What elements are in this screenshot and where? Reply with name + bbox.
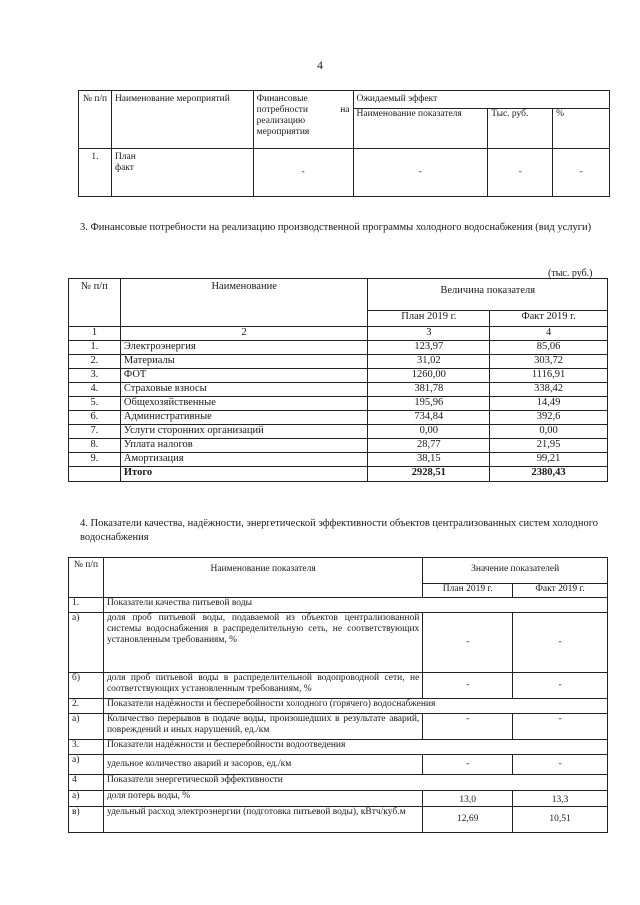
t4-fact: 10,51 (513, 807, 608, 833)
t3-plan: 734,84 (368, 411, 490, 425)
t3-name: Услуги сторонних организаций (120, 425, 368, 439)
t4-num: 1. (69, 598, 104, 613)
t3-plan: 381,78 (368, 383, 490, 397)
t3-num: 8. (69, 439, 121, 453)
table-expected-effect (78, 90, 610, 197)
t3-num: 9. (69, 453, 121, 467)
header-name: Наименование мероприятий (111, 91, 253, 149)
t3-name: Материалы (120, 355, 368, 369)
t4-header-value: Значение показателей (423, 558, 608, 584)
t3-total-plan: 2928,51 (368, 467, 490, 482)
t3-header-num: № п/п (69, 279, 121, 327)
row-finance: - (253, 149, 353, 197)
t3-header-plan: План 2019 г. (368, 311, 490, 327)
header-percent: % (553, 109, 610, 149)
t3-plan: 28,77 (368, 439, 490, 453)
t4-plan: - (423, 613, 513, 673)
t4-plan: 13,0 (423, 791, 513, 807)
page-number: 4 (317, 58, 323, 72)
t3-plan: 1260,00 (368, 369, 490, 383)
t3-fact: 392,6 (490, 411, 608, 425)
t4-plan: - (423, 755, 513, 775)
t4-num: б) (69, 673, 104, 699)
t3-name: Общехозяйственные (120, 397, 368, 411)
t4-num: а) (69, 714, 104, 740)
t3-fact: 14,49 (490, 397, 608, 411)
t4-name: Показатели качества питьевой воды (103, 598, 607, 613)
t3-header-name: Наименование (120, 279, 368, 327)
t3-name: Страховые взносы (120, 383, 368, 397)
row-name (111, 149, 253, 197)
t4-fact: - (513, 714, 608, 740)
row-num: 1. (79, 149, 112, 197)
t3-fact: 303,72 (490, 355, 608, 369)
t3-plan: 195,96 (368, 397, 490, 411)
section3-unit: (тыс. руб.) (548, 268, 593, 279)
table-quality-indicators (68, 557, 608, 833)
t4-name: Показатели энергетической эффективности (103, 775, 607, 791)
t3-fact: 99,21 (490, 453, 608, 467)
t3-fact: 85,06 (490, 341, 608, 355)
table-financial-needs (68, 278, 608, 482)
header-indicator: Наименование показателя (353, 109, 488, 149)
t4-name: Количество перерывов в подаче воды, произошедших в результате аварий, повреждений и иных нарушений, ед./км (103, 714, 422, 740)
t3-name: Административные (120, 411, 368, 425)
t4-num: в) (69, 807, 104, 833)
t4-header-fact: Факт 2019 г. (513, 584, 608, 598)
t4-num: 3. (69, 740, 104, 755)
t4-name: Показатели надёжности и бесперебойности водоотведения (103, 740, 607, 755)
t4-header-plan: План 2019 г. (423, 584, 513, 598)
t3-plan: 38,15 (368, 453, 490, 467)
t4-num: а) (69, 791, 104, 807)
t3-num: 6. (69, 411, 121, 425)
t4-header-name: Наименование показателя (103, 558, 422, 598)
t4-plan: - (423, 714, 513, 740)
t3-name: ФОТ (120, 369, 368, 383)
section4-title: 4. Показатели качества, надёжности, энергетической эффективности объектов централизованных систем холодного водоснабжения (80, 518, 598, 543)
t3-fact: 338,42 (490, 383, 608, 397)
t3-name: Уплата налогов (120, 439, 368, 453)
t4-fact: - (513, 755, 608, 775)
t3-colnum-2: 2 (120, 327, 368, 341)
t3-num: 4. (69, 383, 121, 397)
row-name-plan: План (114, 152, 136, 162)
t3-total-fact: 2380,43 (490, 467, 608, 482)
row-thousand-rub: - (488, 149, 553, 197)
t3-colnum-4: 4 (490, 327, 608, 341)
t4-name: доля проб питьевой воды в распределительной водопроводной сети, не соответствующих установленным требованиям, % (103, 673, 422, 699)
header-thousand-rub: Тыс. руб. (488, 109, 553, 149)
t4-num: 4 (69, 775, 104, 791)
t4-plan: - (423, 673, 513, 699)
t4-fact: - (513, 613, 608, 673)
t4-plan: 12,69 (423, 807, 513, 833)
t4-header-num: № п/п (69, 558, 104, 598)
t4-fact: - (513, 673, 608, 699)
t3-num: 7. (69, 425, 121, 439)
row-percent: - (553, 149, 610, 197)
t3-name: Электроэнергия (120, 341, 368, 355)
row-name-fact: факт (114, 163, 134, 173)
t3-total-name: Итого (120, 467, 368, 482)
t3-fact: 0,00 (490, 425, 608, 439)
t3-num: 1. (69, 341, 121, 355)
t4-name: удельный расход электроэнергии (подготовка питьевой воды), кВтч/куб.м (103, 807, 422, 833)
header-num: № п/п (79, 91, 112, 149)
t4-name: удельное количество аварий и засоров, ед./км (103, 755, 422, 775)
t4-num: а) (69, 613, 104, 673)
t3-fact: 21,95 (490, 439, 608, 453)
t3-header-fact: Факт 2019 г. (490, 311, 608, 327)
t3-num: 2. (69, 355, 121, 369)
t4-num: а) (69, 755, 104, 775)
t3-total-num (69, 467, 121, 482)
t3-plan: 0,00 (368, 425, 490, 439)
t3-num: 3. (69, 369, 121, 383)
section3-title: 3. Финансовые потребности на реализацию производственной программы холодного водоснабжения (вид услуги) (80, 222, 592, 233)
t3-plan: 31,02 (368, 355, 490, 369)
t3-name: Амортизация (120, 453, 368, 467)
t3-fact: 1116,91 (490, 369, 608, 383)
t3-colnum-1: 1 (69, 327, 121, 341)
t3-num: 5. (69, 397, 121, 411)
header-finance: Финансовые потребности на реализацию мероприятия (253, 91, 353, 149)
t4-name: Показатели надёжности и бесперебойности холодного (горячего) водоснабжения (103, 699, 607, 714)
header-effect: Ожидаемый эффект (353, 91, 610, 109)
t4-num: 2. (69, 699, 104, 714)
t4-fact: 13,3 (513, 791, 608, 807)
t4-name: доля проб питьевой воды, подаваемой из объектов централизованной системы водоснабжения в распределительную сеть, не соответствующих установленным требованиям, % (103, 613, 422, 673)
t3-header-value: Величина показателя (368, 279, 608, 311)
t3-plan: 123,97 (368, 341, 490, 355)
row-indicator: - (353, 149, 488, 197)
t3-colnum-3: 3 (368, 327, 490, 341)
t4-name: доля потерь воды, % (103, 791, 422, 807)
